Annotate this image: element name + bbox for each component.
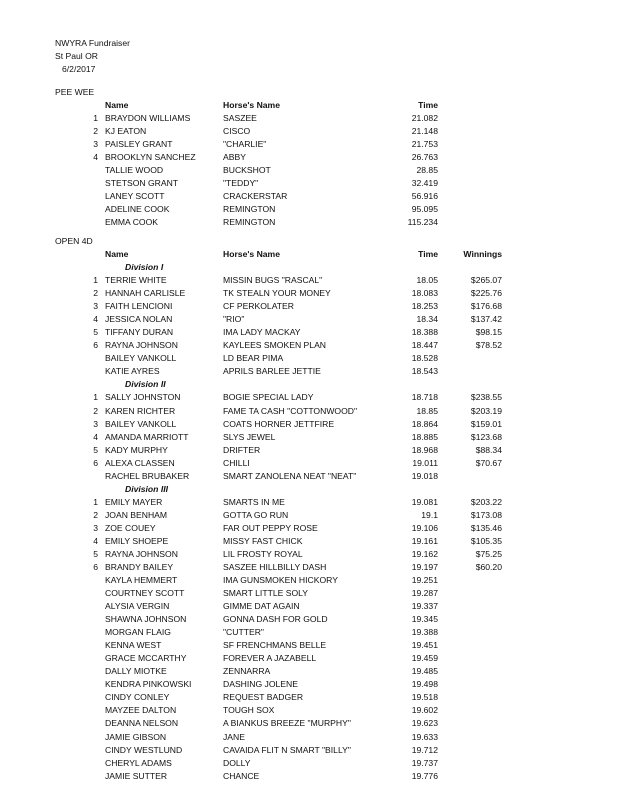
rider-name: FAITH LENCIONI xyxy=(105,301,173,312)
run-time: 18.388 xyxy=(411,327,438,338)
result-row xyxy=(0,366,618,379)
horse-name: REMINGTON xyxy=(223,217,276,228)
horse-name: CRACKERSTAR xyxy=(223,191,288,202)
run-time: 32.419 xyxy=(411,178,438,189)
result-row xyxy=(0,113,618,126)
run-time: 19.161 xyxy=(411,535,438,546)
place-number: 6 xyxy=(93,562,98,572)
horse-name: SF FRENCHMANS BELLE xyxy=(223,640,327,651)
rider-name: KAREN RICHTER xyxy=(105,405,176,416)
horse-name: IMA LADY MACKAY xyxy=(223,327,301,338)
place-number: 1 xyxy=(93,113,98,124)
result-row xyxy=(0,575,618,588)
rider-name: CHERYL ADAMS xyxy=(105,757,172,768)
winnings-amount: $176.68 xyxy=(470,301,502,312)
division-row xyxy=(0,262,618,275)
horse-name: ABBY xyxy=(223,152,246,163)
horse-name: LD BEAR PIMA xyxy=(223,353,284,364)
winnings-amount: $123.68 xyxy=(470,431,502,442)
run-time: 19.518 xyxy=(411,692,438,703)
result-row xyxy=(0,165,618,178)
winnings-amount: $173.08 xyxy=(470,509,502,520)
horse-name: BUCKSHOT xyxy=(223,165,271,176)
result-row xyxy=(0,497,618,510)
horse-name: DOLLY xyxy=(223,757,251,768)
event-location: St Paul OR xyxy=(55,51,98,61)
rider-name: ADELINE COOK xyxy=(105,204,170,215)
run-time: 19.081 xyxy=(411,496,438,507)
run-time: 18.864 xyxy=(411,418,438,429)
column-header-time: Time xyxy=(418,249,438,260)
winnings-amount: $88.34 xyxy=(475,444,502,455)
run-time: 95.095 xyxy=(411,204,438,215)
section-title: OPEN 4D xyxy=(55,236,93,246)
run-time: 21.082 xyxy=(411,113,438,124)
rider-name: BAILEY VANKOLL xyxy=(105,418,177,429)
result-row xyxy=(0,288,618,301)
run-time: 19.337 xyxy=(411,601,438,612)
rider-name: SALLY JOHNSTON xyxy=(105,392,181,403)
place-number: 1 xyxy=(93,275,98,286)
horse-name: ZENNARRA xyxy=(223,666,271,677)
event-date: 6/2/2017 xyxy=(62,64,96,74)
rider-name: GRACE MCCARTHY xyxy=(105,653,187,664)
result-row xyxy=(0,614,618,627)
result-row xyxy=(0,204,618,217)
result-row xyxy=(0,353,618,366)
horse-name: CHANCE xyxy=(223,770,260,781)
result-row xyxy=(0,640,618,653)
run-time: 21.148 xyxy=(411,126,438,137)
result-row xyxy=(0,679,618,692)
winnings-amount: $98.15 xyxy=(475,327,502,338)
run-time: 18.968 xyxy=(411,444,438,455)
winnings-amount: $135.46 xyxy=(470,522,502,533)
rider-name: EMILY MAYER xyxy=(105,496,163,507)
result-row xyxy=(0,562,618,575)
result-row xyxy=(0,653,618,666)
division-label: Division II xyxy=(125,379,166,390)
winnings-amount: $78.52 xyxy=(475,340,502,351)
horse-name: MISSY FAST CHICK xyxy=(223,535,303,546)
result-row xyxy=(0,275,618,288)
winnings-amount: $105.35 xyxy=(470,535,502,546)
place-number: 3 xyxy=(93,418,98,429)
column-header-name: Name xyxy=(105,100,129,111)
result-row xyxy=(0,732,618,745)
result-row xyxy=(0,588,618,601)
rider-name: SHAWNA JOHNSON xyxy=(105,614,187,625)
horse-name: JANE xyxy=(223,731,245,742)
result-row xyxy=(0,152,618,165)
rider-name: BROOKLYN SANCHEZ xyxy=(105,152,196,163)
rider-name: TIFFANY DURAN xyxy=(105,327,174,338)
horse-name: MISSIN BUGS "RASCAL" xyxy=(223,275,323,286)
result-row xyxy=(0,536,618,549)
winnings-amount: $225.76 xyxy=(470,288,502,299)
horse-name: DRIFTER xyxy=(223,444,261,455)
rider-name: KENDRA PINKOWSKI xyxy=(105,679,192,690)
run-time: 19.287 xyxy=(411,588,438,599)
rider-name: JESSICA NOLAN xyxy=(105,314,173,325)
run-time: 18.447 xyxy=(411,340,438,351)
run-time: 19.737 xyxy=(411,757,438,768)
run-time: 19.623 xyxy=(411,718,438,729)
horse-name: SASZEE xyxy=(223,113,257,124)
place-number: 4 xyxy=(93,152,98,163)
horse-name: REMINGTON xyxy=(223,204,276,215)
horse-name: SLYS JEWEL xyxy=(223,431,276,442)
result-row xyxy=(0,392,618,405)
column-header-winnings: Winnings xyxy=(463,249,502,260)
run-time: 19.251 xyxy=(411,575,438,586)
run-time: 18.718 xyxy=(411,392,438,403)
run-time: 19.345 xyxy=(411,614,438,625)
result-row xyxy=(0,301,618,314)
horse-name: GOTTA GO RUN xyxy=(223,509,289,520)
result-row xyxy=(0,217,618,230)
place-number: 6 xyxy=(93,457,98,468)
horse-name: CHILLI xyxy=(223,457,250,468)
run-time: 18.543 xyxy=(411,366,438,377)
column-header-row xyxy=(0,100,618,113)
rider-name: RAYNA JOHNSON xyxy=(105,548,178,559)
horse-name: CISCO xyxy=(223,126,251,137)
rider-name: KADY MURPHY xyxy=(105,444,168,455)
run-time: 19.451 xyxy=(411,640,438,651)
horse-name: IMA GUNSMOKEN HICKORY xyxy=(223,575,338,586)
column-header-horse: Horse's Name xyxy=(223,249,280,260)
run-time: 19.106 xyxy=(411,522,438,533)
run-time: 19.633 xyxy=(411,731,438,742)
horse-name: SMARTS IN ME xyxy=(223,496,285,507)
run-time: 18.253 xyxy=(411,301,438,312)
rider-name: STETSON GRANT xyxy=(105,178,179,189)
result-row xyxy=(0,126,618,139)
horse-name: REQUEST BADGER xyxy=(223,692,304,703)
place-number: 5 xyxy=(93,327,98,338)
run-time: 21.753 xyxy=(411,139,438,150)
horse-name: "RIO" xyxy=(223,314,245,325)
horse-name: DASHING JOLENE xyxy=(223,679,298,690)
rider-name: KENNA WEST xyxy=(105,640,162,651)
result-row xyxy=(0,771,618,784)
rider-name: EMMA COOK xyxy=(105,217,159,228)
rider-name: BRANDY BAILEY xyxy=(105,562,174,572)
rider-name: MAYZEE DALTON xyxy=(105,705,177,716)
rider-name: TERRIE WHITE xyxy=(105,275,167,286)
rider-name: JAMIE GIBSON xyxy=(105,731,167,742)
winnings-amount: $75.25 xyxy=(475,548,502,559)
rider-name: HANNAH CARLISLE xyxy=(105,288,186,299)
place-number: 2 xyxy=(93,405,98,416)
result-row xyxy=(0,549,618,562)
horse-name: FAR OUT PEPPY ROSE xyxy=(223,522,318,533)
run-time: 19.498 xyxy=(411,679,438,690)
result-row xyxy=(0,471,618,484)
rider-name: RAYNA JOHNSON xyxy=(105,340,178,351)
place-number: 6 xyxy=(93,340,98,351)
place-number: 5 xyxy=(93,444,98,455)
rider-name: ALEXA CLASSEN xyxy=(105,457,175,468)
place-number: 3 xyxy=(93,522,98,533)
place-number: 4 xyxy=(93,535,98,546)
run-time: 19.459 xyxy=(411,653,438,664)
result-row xyxy=(0,510,618,523)
run-time: 18.885 xyxy=(411,431,438,442)
rider-name: PAISLEY GRANT xyxy=(105,139,173,150)
horse-name: "TEDDY" xyxy=(223,178,259,189)
winnings-amount: $70.67 xyxy=(475,457,502,468)
result-row xyxy=(0,523,618,536)
run-time: 56.916 xyxy=(411,191,438,202)
result-row xyxy=(0,758,618,771)
rider-name: LANEY SCOTT xyxy=(105,191,165,202)
column-header-time: Time xyxy=(418,100,438,111)
winnings-amount: $203.22 xyxy=(470,496,502,507)
result-row xyxy=(0,601,618,614)
winnings-amount: $238.55 xyxy=(470,392,502,403)
place-number: 3 xyxy=(93,139,98,150)
winnings-amount: $203.19 xyxy=(470,405,502,416)
horse-name: FOREVER A JAZABELL xyxy=(223,653,317,664)
result-row xyxy=(0,718,618,731)
rider-name: EMILY SHOEPE xyxy=(105,535,169,546)
run-time: 18.083 xyxy=(411,288,438,299)
rider-name: AMANDA MARRIOTT xyxy=(105,431,189,442)
horse-name: SMART LITTLE SOLY xyxy=(223,588,309,599)
horse-name: LIL FROSTY ROYAL xyxy=(223,548,303,559)
run-time: 19.197 xyxy=(411,562,438,572)
section-title: PEE WEE xyxy=(55,87,95,97)
result-row xyxy=(0,705,618,718)
place-number: 2 xyxy=(93,288,98,299)
horse-name: SASZEE HILLBILLY DASH xyxy=(223,562,327,572)
run-time: 18.05 xyxy=(416,275,438,286)
winnings-amount: $60.20 xyxy=(475,562,502,572)
horse-name: TK STEALN YOUR MONEY xyxy=(223,288,331,299)
rider-name: ZOE COUEY xyxy=(105,522,156,533)
horse-name: GIMME DAT AGAIN xyxy=(223,601,300,612)
result-row xyxy=(0,406,618,419)
run-time: 19.011 xyxy=(412,457,438,468)
run-time: 18.528 xyxy=(411,353,438,364)
horse-name: CAVAIDA FLIT N SMART "BILLY" xyxy=(223,744,351,755)
horse-name: CF PERKOLATER xyxy=(223,301,294,312)
column-header-row xyxy=(0,249,618,262)
horse-name: COATS HORNER JETTFIRE xyxy=(223,418,335,429)
result-row xyxy=(0,191,618,204)
result-row xyxy=(0,340,618,353)
horse-name: TOUGH SOX xyxy=(223,705,275,716)
rider-name: MORGAN FLAIG xyxy=(105,627,171,638)
result-row xyxy=(0,627,618,640)
horse-name: A BIANKUS BREEZE "MURPHY" xyxy=(223,718,351,729)
rider-name: BAILEY VANKOLL xyxy=(105,353,177,364)
division-label: Division I xyxy=(125,262,164,273)
place-number: 4 xyxy=(93,431,98,442)
run-time: 18.34 xyxy=(416,314,438,325)
rider-name: RACHEL BRUBAKER xyxy=(105,470,190,481)
horse-name: FAME TA CASH "COTTONWOOD" xyxy=(223,405,358,416)
rider-name: KATIE AYRES xyxy=(105,366,160,377)
horse-name: "CHARLIE" xyxy=(223,139,267,150)
result-row xyxy=(0,745,618,758)
division-label: Division III xyxy=(125,483,168,494)
run-time: 28.85 xyxy=(416,165,438,176)
place-number: 4 xyxy=(93,314,98,325)
result-row xyxy=(0,314,618,327)
horse-name: "CUTTER" xyxy=(223,627,264,638)
horse-name: APRILS BARLEE JETTIE xyxy=(223,366,321,377)
horse-name: GONNA DASH FOR GOLD xyxy=(223,614,328,625)
rider-name: ALYSIA VERGIN xyxy=(105,601,170,612)
place-number: 5 xyxy=(93,548,98,559)
result-row xyxy=(0,327,618,340)
result-row xyxy=(0,419,618,432)
result-row xyxy=(0,178,618,191)
column-header-horse: Horse's Name xyxy=(223,100,280,111)
rider-name: CINDY WESTLUND xyxy=(105,744,183,755)
horse-name: BOGIE SPECIAL LADY xyxy=(223,392,314,403)
place-number: 1 xyxy=(93,496,98,507)
rider-name: COURTNEY SCOTT xyxy=(105,588,185,599)
place-number: 1 xyxy=(93,392,98,403)
rider-name: KAYLA HEMMERT xyxy=(105,575,178,586)
winnings-amount: $137.42 xyxy=(470,314,502,325)
result-row xyxy=(0,139,618,152)
run-time: 19.162 xyxy=(411,548,438,559)
winnings-amount: $265.07 xyxy=(470,275,502,286)
result-row xyxy=(0,458,618,471)
place-number: 2 xyxy=(93,126,98,137)
run-time: 19.485 xyxy=(411,666,438,677)
run-time: 19.1 xyxy=(421,509,438,520)
run-time: 19.388 xyxy=(411,627,438,638)
result-row xyxy=(0,445,618,458)
run-time: 18.85 xyxy=(416,405,438,416)
place-number: 3 xyxy=(93,301,98,312)
rider-name: JAMIE SUTTER xyxy=(105,770,168,781)
run-time: 19.712 xyxy=(411,744,438,755)
horse-name: SMART ZANOLENA NEAT "NEAT" xyxy=(223,470,357,481)
horse-name: KAYLEES SMOKEN PLAN xyxy=(223,340,327,351)
place-number: 2 xyxy=(93,509,98,520)
run-time: 115.234 xyxy=(407,217,438,228)
rider-name: DEANNA NELSON xyxy=(105,718,179,729)
run-time: 26.763 xyxy=(411,152,438,163)
result-row xyxy=(0,666,618,679)
run-time: 19.776 xyxy=(411,770,438,781)
division-row xyxy=(0,484,618,497)
winnings-amount: $159.01 xyxy=(470,418,502,429)
run-time: 19.602 xyxy=(411,705,438,716)
rider-name: TALLIE WOOD xyxy=(105,165,164,176)
org-title: NWYRA Fundraiser xyxy=(55,38,130,48)
result-row xyxy=(0,692,618,705)
result-row xyxy=(0,432,618,445)
rider-name: BRAYDON WILLIAMS xyxy=(105,113,191,124)
run-time: 19.018 xyxy=(411,470,438,481)
division-row xyxy=(0,379,618,392)
rider-name: KJ EATON xyxy=(105,126,147,137)
rider-name: CINDY CONLEY xyxy=(105,692,170,703)
column-header-name: Name xyxy=(105,249,129,260)
rider-name: JOAN BENHAM xyxy=(105,509,168,520)
rider-name: DALLY MIOTKE xyxy=(105,666,167,677)
